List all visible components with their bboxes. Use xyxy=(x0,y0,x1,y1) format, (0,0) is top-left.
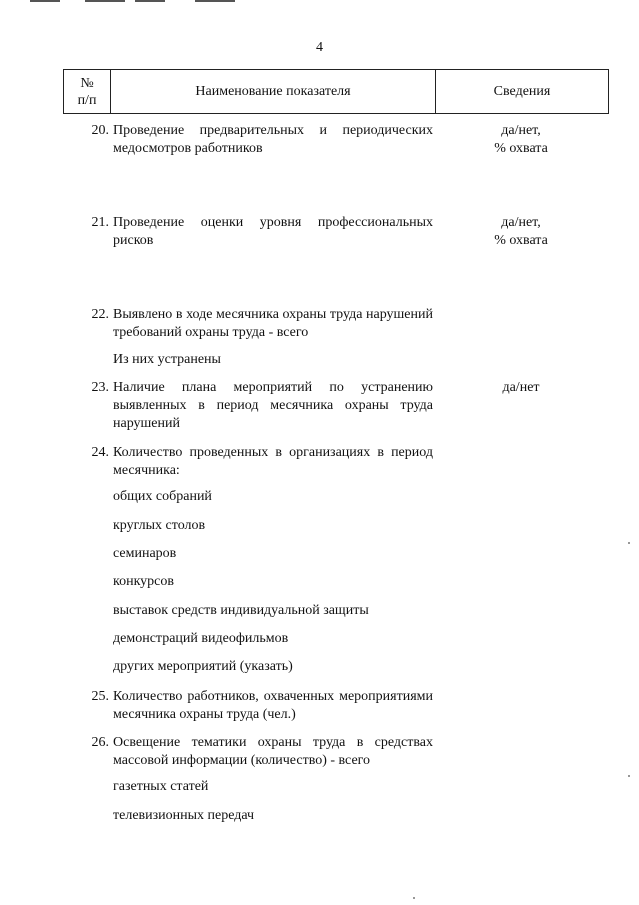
row-subitem: демонстраций видеофильмов xyxy=(113,631,289,646)
row-subitem: общих собраний xyxy=(113,489,212,504)
row-subitem: газетных статей xyxy=(113,779,209,794)
row-number: 23. xyxy=(91,380,109,395)
row-number: 20. xyxy=(91,123,109,138)
row-text: Освещение тематики охраны труда в средствах массовой информации (количество) - всего xyxy=(113,735,433,768)
row-subitem: круглых столов xyxy=(113,518,206,533)
scan-artifact xyxy=(85,0,125,2)
scan-artifact xyxy=(135,0,165,2)
page-number: 4 xyxy=(316,40,323,55)
table-header xyxy=(63,69,609,114)
scan-speck xyxy=(628,775,630,777)
row-text: Количество проведенных в организациях в период месячника: xyxy=(113,445,433,478)
header-num-cell xyxy=(64,70,111,113)
row-text: Наличие плана мероприятий по устранению выявленных в период месячника охраны труда нарушений xyxy=(113,380,433,431)
row-number: 22. xyxy=(91,307,109,322)
row-subitem: выставок средств индивидуальной защиты xyxy=(113,603,369,618)
scan-artifact xyxy=(30,0,60,2)
scan-speck xyxy=(628,542,630,544)
row-text: Количество работников, охваченных мероприятиями месячника охраны труда (чел.) xyxy=(113,689,433,722)
row-subitem: Из них устранены xyxy=(113,352,221,367)
row-subitem: телевизионных передач xyxy=(113,808,255,823)
row-number: 24. xyxy=(91,445,109,460)
header-num-symbol: № xyxy=(80,75,94,91)
row-text: Проведение оценки уровня профессиональных рисков xyxy=(113,215,433,248)
row-info: да/нет, % охвата xyxy=(494,215,548,248)
row-number: 26. xyxy=(91,735,109,750)
row-info: да/нет, % охвата xyxy=(494,123,548,156)
scan-artifact xyxy=(195,0,235,2)
row-subitem: конкурсов xyxy=(113,574,175,589)
row-number: 21. xyxy=(91,215,109,230)
header-name-cell: Наименование показателя xyxy=(111,70,436,113)
header-num-abbrev: п/п xyxy=(77,92,97,108)
row-number: 25. xyxy=(91,689,109,704)
row-subitem: семинаров xyxy=(113,546,177,561)
row-subitem: других мероприятий (указать) xyxy=(113,659,293,674)
row-text: Выявлено в ходе месячника охраны труда нарушений требований охраны труда - всего xyxy=(113,307,433,340)
row-text: Проведение предварительных и периодических медосмотров работников xyxy=(113,123,433,156)
row-info: да/нет xyxy=(502,380,540,395)
scan-speck xyxy=(413,897,415,899)
header-info-cell: Сведения xyxy=(493,84,551,99)
